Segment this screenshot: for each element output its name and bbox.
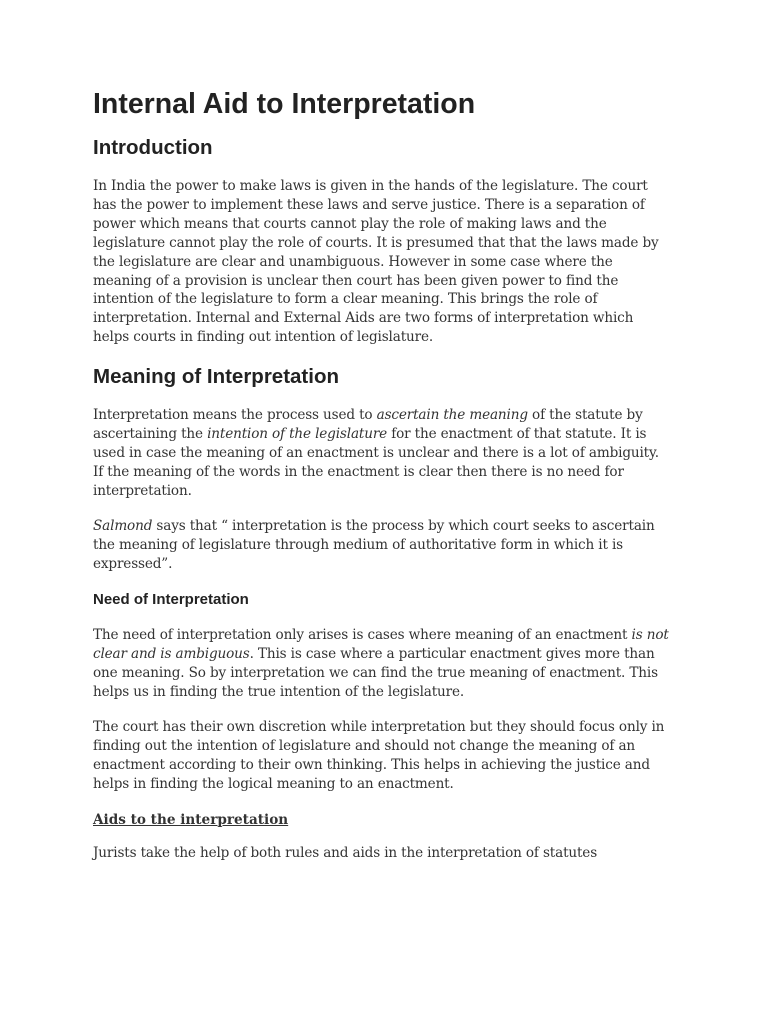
aids-heading: Aids to the interpretation: [93, 811, 289, 828]
meaning-paragraph-1: [93, 406, 673, 501]
text-run: for the enactment of that statute. It is used in case the meaning of an enactment is unclear and there is a lot of ambiguity. If the meaning of the words in the enactment is clear then there is no need for interpretation.: [93, 426, 659, 499]
need-paragraph-2: The court has their own discretion while interpretation but they should focus only in finding out the intention of legislature and should not change the meaning of an enactment according to their own thinking. This helps in achieving the justice and helps in finding the logical meaning to an enactment.: [93, 719, 665, 792]
italic-text-run: Salmond: [93, 517, 153, 534]
aids-paragraph: Jurists take the help of both rules and aids in the interpretation of statutes: [93, 844, 598, 861]
text-run: says that “ interpretation is the process by which court seeks to ascertain the meaning of legislature through medium of authoritative form in which it is expressed”.: [93, 517, 655, 572]
meaning-heading: Meaning of Interpretation: [93, 365, 339, 389]
text-run: of the statute by ascertaining the: [93, 407, 643, 443]
italic-text-run: ascertain the meaning: [376, 407, 528, 424]
introduction-paragraph: In India the power to make laws is given in the hands of the legislature. The court has the power to implement these laws and serve justice. There is a separation of power which means that courts cannot play the role of making laws and the legislature cannot play the role of courts. It is presumed that that the laws made by the legislature are clear and unambiguous. However in some case where the meaning of a provision is unclear then court has been given power to find the intention of the legislature to form a clear meaning. This brings the role of interpretation. Internal and External Aids are two forms of interpretation which helps courts in finding out intention of legislature.: [93, 178, 659, 346]
italic-text-run: is not clear and is ambiguous: [93, 627, 669, 663]
need-heading: Need of Interpretation: [93, 591, 249, 609]
introduction-heading: Introduction: [93, 136, 213, 159]
meaning-paragraph-2: [93, 517, 673, 574]
text-run: The need of interpretation only arises is cases where meaning of an enactment: [93, 627, 632, 644]
need-paragraph-1: [93, 626, 673, 702]
italic-text-run: intention of the legislature: [207, 426, 388, 443]
text-run: . This is case where a particular enactment gives more than one meaning. So by interpretation we can find the true meaning of enactment. This helps us in finding the true intention of the legislature.: [93, 646, 658, 701]
document-page: [93, 84, 673, 879]
document-title: Internal Aid to Interpretation: [93, 88, 476, 120]
text-run: Interpretation means the process used to: [93, 407, 377, 424]
